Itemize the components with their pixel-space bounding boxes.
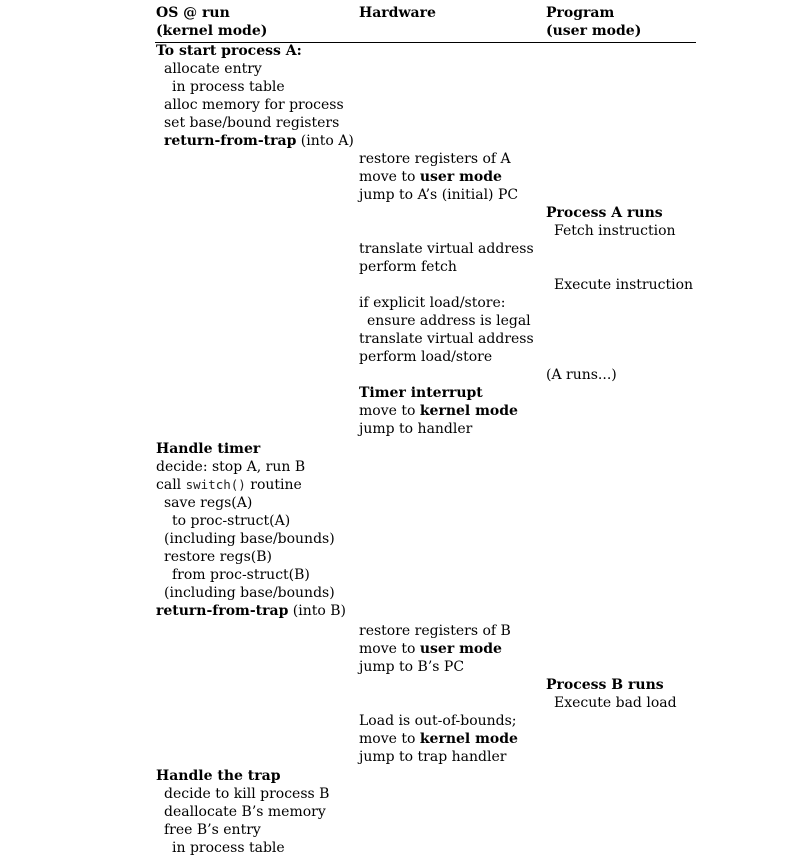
os-step-free-b-entry: free B’s entry [164,822,261,838]
hw-step-timer-interrupt: Timer interrupt [359,385,483,401]
os-step-handle-timer: Handle timer [156,441,261,457]
column-header-os [156,4,267,40]
os-step-to-proc-struct-a: to proc-struct(A) [172,513,291,529]
hw-step-load-out-of-bounds: Load is out-of-bounds; [359,713,517,729]
mode-label: kernel mode [419,403,518,419]
prog-step-execute-instruction: Execute instruction [554,277,694,293]
os-step-decide-stop-a: decide: stop A, run B [156,459,306,475]
os-step-including-base-bounds-2: (including base/bounds) [164,585,335,601]
return-from-trap-target: (into B) [288,603,347,619]
column-header-program-line1: Program [546,5,615,21]
column-header-os-line2: (kernel mode) [156,23,268,39]
hw-step-move-to-kernel-mode [359,402,518,420]
return-from-trap-label: return-from-trap [156,603,289,619]
column-header-program-line2: (user mode) [546,23,642,39]
os-step-decide-kill-b: decide to kill process B [164,786,330,802]
hw-step-jump-to-handler: jump to handler [359,421,473,437]
prog-step-fetch-instruction: Fetch instruction [554,223,676,239]
mode-label: user mode [419,169,502,185]
routine-suffix: routine [245,477,302,493]
os-step-set-base-bound: set base/bound registers [164,115,340,131]
hw-step-perform-load-store: perform load/store [359,349,493,365]
os-step-save-regs-a: save regs(A) [164,495,253,511]
column-header-hardware [359,4,436,22]
hw-step-move-to-kernel-mode-2 [359,730,518,748]
return-from-trap-target: (into A) [296,133,354,149]
hw-step-if-explicit-load-store: if explicit load/store: [359,295,506,311]
prog-step-a-runs: (A runs...) [546,367,617,383]
hw-step-jump-to-trap-handler: jump to trap handler [359,749,507,765]
hw-step-ensure-address-legal: ensure address is legal [367,313,531,329]
return-from-trap-label: return-from-trap [164,133,297,149]
os-step-in-process-table: in process table [172,79,285,95]
column-header-program [546,4,641,40]
hw-step-translate-virtual-address-2: translate virtual address [359,331,534,347]
hw-step-move-to-user-mode [359,168,502,186]
os-step-alloc-memory: alloc memory for process [164,97,344,113]
os-step-deallocate-b-memory: deallocate B’s memory [164,804,326,820]
switch-code: switch() [185,477,246,492]
hw-step-translate-virtual-address: translate virtual address [359,241,534,257]
prog-step-process-b-runs: Process B runs [546,677,664,693]
os-step-call-switch [156,476,302,494]
mode-label: user mode [419,641,502,657]
move-to-prefix: move to [359,403,420,419]
hw-step-perform-fetch: perform fetch [359,259,457,275]
move-to-prefix: move to [359,731,420,747]
column-header-hardware-label: Hardware [359,5,436,21]
hw-step-jump-to-b-pc: jump to B’s PC [359,659,465,675]
mode-label: kernel mode [419,731,518,747]
os-step-from-proc-struct-b: from proc-struct(B) [172,567,310,583]
os-step-allocate-entry: allocate entry [164,61,262,77]
os-step-return-from-trap-b [156,602,346,620]
os-step-in-process-table-2: in process table [172,840,285,856]
move-to-prefix: move to [359,169,420,185]
hw-step-restore-registers-a: restore registers of A [359,151,511,167]
os-step-handle-the-trap: Handle the trap [156,768,281,784]
os-step-including-base-bounds-1: (including base/bounds) [164,531,335,547]
call-prefix: call [156,477,186,493]
hw-step-move-to-user-mode-2 [359,640,502,658]
prog-step-execute-bad-load: Execute bad load [554,695,677,711]
hw-step-restore-registers-b: restore registers of B [359,623,511,639]
hw-step-jump-to-a-pc: jump to A’s (initial) PC [359,187,519,203]
os-step-restore-regs-b: restore regs(B) [164,549,272,565]
os-step-return-from-trap-a [164,132,354,150]
column-header-os-line1: OS @ run [156,5,230,21]
prog-step-process-a-runs: Process A runs [546,205,663,221]
os-step-start-process-a: To start process A: [156,43,302,59]
move-to-prefix: move to [359,641,420,657]
